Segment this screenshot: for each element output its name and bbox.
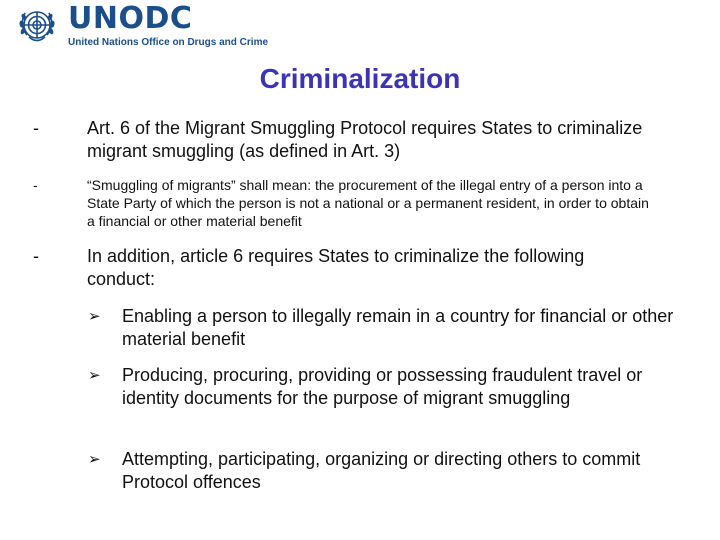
sub-bullet-item [88,305,682,351]
bullet-marker: - [33,177,38,193]
bullet-text: “Smuggling of migrants” shall mean: the procurement of the illegal entry of a person into a State Party of which the person is not a national or a permanent resident, in order to obtain a financial or other material benefit [87,177,649,229]
arrow-bullet-icon: ➢ [88,450,101,468]
arrow-bullet-icon: ➢ [88,366,101,384]
bullet-item [33,176,657,230]
bullet-text: In addition, article 6 requires States to criminalize the following conduct: [87,246,585,289]
bullet-marker: - [33,118,39,138]
logo-name: UNODC [68,0,193,36]
bullet-text: Art. 6 of the Migrant Smuggling Protocol requires States to criminalize migrant smuggling (as defined in Art. 3) [87,118,643,161]
sub-bullet-text: Producing, procuring, providing or possessing fraudulent travel or identity documents for the purpose of migrant smuggling [122,365,643,408]
logo-subtitle: United Nations Office on Drugs and Crime [68,36,269,48]
sub-bullet-item [88,364,682,410]
sub-bullet-item [88,448,682,494]
un-emblem-icon [14,3,60,49]
unodc-logo [14,2,268,50]
sub-bullet-text: Attempting, participating, organizing or directing others to commit Protocol offences [122,449,641,492]
bullet-item [33,245,657,291]
sub-bullet-text: Enabling a person to illegally remain in a country for financial or other material benefit [122,306,674,349]
arrow-bullet-icon: ➢ [88,307,101,325]
bullet-marker: - [33,246,39,266]
bullet-item [33,117,657,163]
slide-title: Criminalization [259,63,461,94]
